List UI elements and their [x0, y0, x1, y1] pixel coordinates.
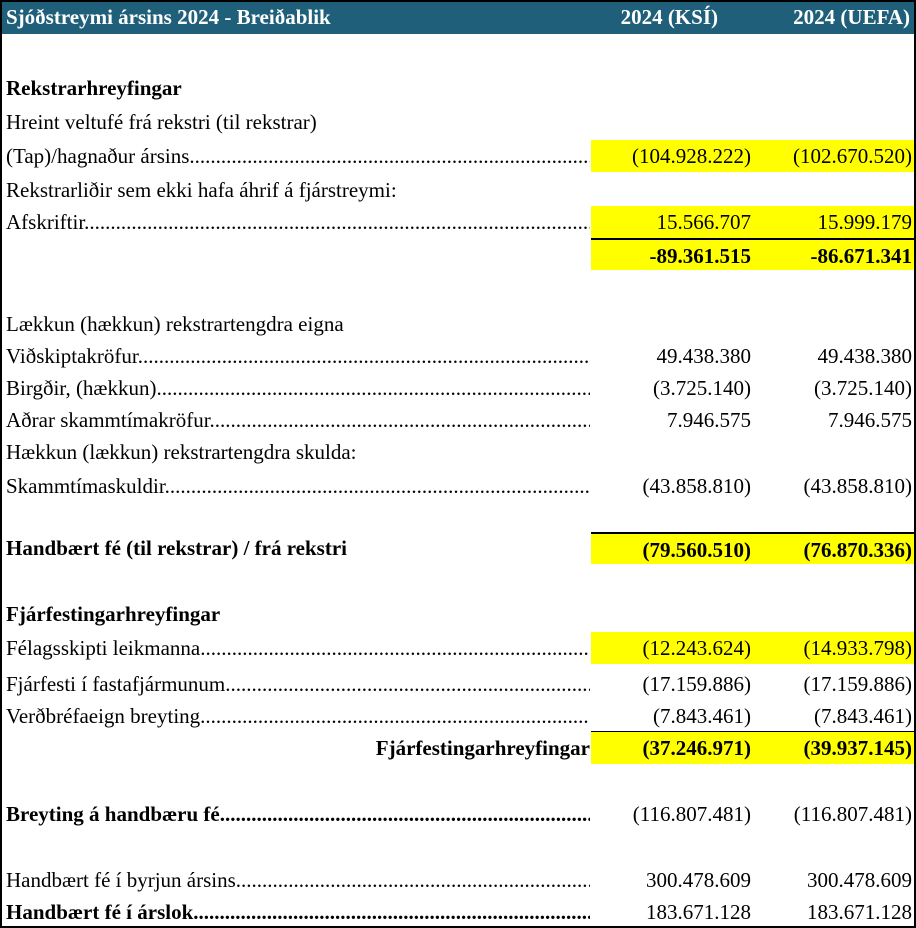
row-label: Birgðir, (hækkun) .....	[6, 376, 590, 404]
table-row	[2, 372, 914, 404]
row-label: Breyting á handbæru fé .....	[6, 802, 590, 830]
table-row	[2, 140, 914, 172]
value-uefa: -86.671.341	[753, 238, 914, 270]
value-ksi: -89.361.515	[591, 238, 753, 270]
value-uefa: 49.438.380	[817, 344, 912, 368]
value-uefa: 15.999.179	[753, 206, 914, 238]
value-uefa: (17.159.886)	[803, 672, 912, 696]
value-ksi: 15.566.707	[591, 206, 753, 238]
row-label: Aðrar skammtímakröfur .....	[6, 408, 590, 436]
value-ksi: (12.243.624)	[591, 632, 753, 664]
value-ksi: 183.671.128	[646, 900, 751, 924]
value-ksi: 7.946.575	[667, 408, 751, 432]
row-label: Rekstrarhreyfingar	[6, 76, 182, 100]
value-ksi: 49.438.380	[656, 344, 751, 368]
value-ksi: (7.843.461)	[591, 700, 753, 732]
row-label: Viðskiptakröfur .....	[6, 344, 590, 372]
column-header-ksi: 2024 (KSÍ)	[620, 5, 718, 29]
value-ksi: (43.858.810)	[642, 474, 751, 498]
statement-title: Sjóðstreymi ársins 2024 - Breiðablik	[6, 5, 331, 29]
value-uefa: 300.478.609	[807, 868, 912, 892]
value-ksi: (116.807.481)	[632, 802, 751, 826]
table-row-closing-cash	[2, 896, 914, 926]
value-uefa: 183.671.128	[807, 900, 912, 924]
row-label: Hækkun (lækkun) rekstrartengdra skulda:	[6, 440, 357, 464]
table-header	[2, 2, 914, 34]
row-label: Fjárfestingarhreyfingar	[375, 736, 590, 760]
table-row	[2, 106, 914, 138]
table-row	[2, 308, 914, 340]
value-ksi: 300.478.609	[646, 868, 751, 892]
section-heading-operating	[2, 72, 914, 104]
table-row	[2, 700, 914, 732]
value-ksi: (37.246.971)	[591, 732, 753, 764]
value-ksi: (79.560.510)	[591, 532, 753, 564]
table-row	[2, 864, 914, 896]
row-label: Hreint veltufé frá rekstri (til rekstrar)	[6, 110, 317, 134]
row-label: Rekstrarliðir sem ekki hafa áhrif á fjárstreymi:	[6, 178, 397, 202]
row-label: (Tap)/hagnaður ársins .....	[6, 144, 590, 172]
table-row-total-investing	[2, 732, 914, 764]
value-ksi: (3.725.140)	[653, 376, 751, 400]
row-label: Félagsskipti leikmanna .....	[6, 636, 590, 664]
value-ksi: (17.159.886)	[642, 672, 751, 696]
column-header-uefa: 2024 (UEFA)	[793, 5, 910, 29]
row-label: Fjárfestingarhreyfingar	[6, 602, 221, 626]
value-uefa: (14.933.798)	[753, 632, 914, 664]
value-uefa: 7.946.575	[828, 408, 912, 432]
row-label: Fjárfesti í fastafjármunum .....	[6, 672, 590, 700]
table-row	[2, 340, 914, 372]
table-row-subtotal	[2, 238, 914, 270]
table-row	[2, 206, 914, 238]
value-uefa: (102.670.520)	[753, 140, 914, 172]
row-label: Lækkun (hækkun) rekstrartengdra eigna	[6, 312, 344, 336]
table-row	[2, 632, 914, 664]
value-uefa: (39.937.145)	[753, 732, 914, 764]
table-row	[2, 174, 914, 206]
table-row-net-change	[2, 798, 914, 830]
value-uefa: (116.807.481)	[793, 802, 912, 826]
section-heading-investing	[2, 598, 914, 630]
value-uefa: (76.870.336)	[753, 532, 914, 564]
table-row	[2, 404, 914, 436]
table-row	[2, 436, 914, 468]
row-label: Handbært fé í árslok .....	[6, 900, 590, 928]
value-uefa: (7.843.461)	[753, 700, 914, 732]
row-label: Afskriftir .....	[6, 210, 590, 238]
value-uefa: (43.858.810)	[803, 474, 912, 498]
value-uefa: (3.725.140)	[814, 376, 912, 400]
table-row	[2, 470, 914, 502]
table-row	[2, 668, 914, 700]
row-label: Handbært fé í byrjun ársins .....	[6, 868, 590, 896]
row-label: Skammtímaskuldir .....	[6, 474, 590, 502]
row-label: Verðbréfaeign breyting .....	[6, 704, 590, 732]
row-label: Handbært fé (til rekstrar) / frá rekstri	[6, 536, 347, 560]
table-row-total-operating	[2, 532, 914, 564]
value-ksi: (104.928.222)	[591, 140, 753, 172]
